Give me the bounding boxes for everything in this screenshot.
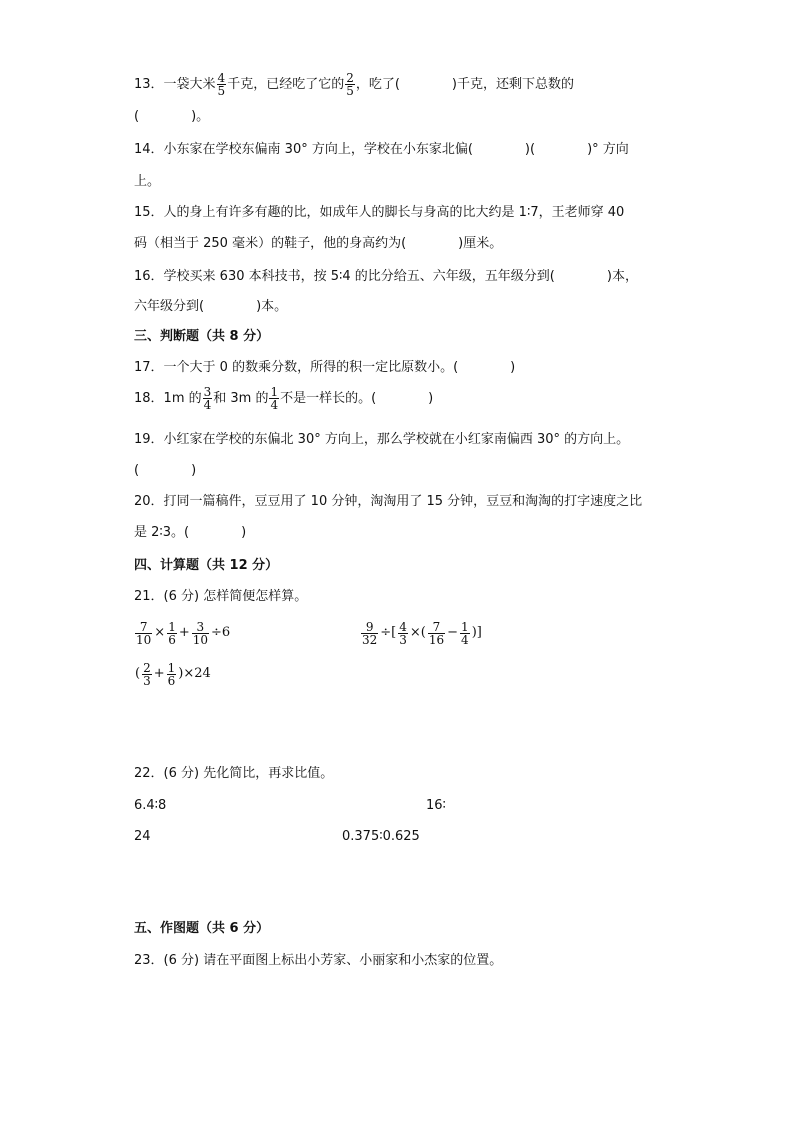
question-19: 19．小红家在学校的东偏北 30° 方向上，那么学校就在小红家南偏西 30° 的方向上。: [134, 432, 630, 447]
question-18: 18．1m 的 $\frac{3}{4}$ 和 3m 的 $\frac{1}{4}$ 不是一样长的。( ): [134, 385, 434, 412]
question-13: 13．一袋大米 $\frac{4}{5}$ 千克，已经吃了它的 $\frac{2}{5}$ ，吃了( )千克，还剩下总数的: [134, 71, 574, 98]
fraction: $\frac{1}{4}$: [270, 385, 279, 412]
question-20: 20．打同一篇稿件，豆豆用了 10 分钟，淘淘用了 15 分钟，豆豆和淘淘的打字速度之比: [134, 494, 643, 509]
expression-3: ( $\frac{2}{3}$ + $\frac{1}{6}$ )×24: [135, 660, 211, 688]
question-20-line2: 是 2∶3。( ): [134, 525, 247, 540]
question-16-line2: 六年级分到( )本。: [134, 299, 288, 314]
question-13-line2: ( )。: [134, 109, 210, 124]
question-14: 14．小东家在学校东偏南 30° 方向上，学校在小东家北偏( )( )° 方向: [134, 142, 629, 157]
ratio-expression-2b: 24: [134, 829, 151, 844]
question-17: 17．一个大于 0 的数乘分数，所得的积一定比原数小。( ): [134, 360, 516, 375]
question-22: 22．(6 分) 先化简比，再求比值。: [134, 766, 334, 781]
ratio-expression-3: 0.375∶0.625: [342, 829, 420, 844]
expression-1: $\frac{7}{10}$ × $\frac{1}{6}$ + $\frac{3}{10}$ ÷6: [136, 619, 231, 647]
section-heading-judgement: 三、判断题（共 8 分）: [134, 329, 270, 344]
ratio-expression-2a: 16∶: [426, 798, 446, 813]
question-23: 23．(6 分) 请在平面图上标出小芳家、小丽家和小杰家的位置。: [134, 953, 503, 968]
expression-2: $\frac{9}{32}$ ÷[ $\frac{4}{3}$ ×( $\frac{7}{16}$ − $\frac{1}{4}$ )]: [362, 619, 482, 647]
section-heading-calculation: 四、计算题（共 12 分）: [134, 558, 279, 573]
question-15-line2: 码（相当于 250 毫米）的鞋子，他的身高约为( )厘米。: [134, 236, 503, 251]
question-16: 16．学校买来 630 本科技书，按 5∶4 的比分给五、六年级，五年级分到( )本，: [134, 269, 638, 284]
question-21: 21．(6 分) 怎样简便怎样算。: [134, 589, 308, 604]
section-heading-drawing: 五、作图题（共 6 分）: [134, 921, 270, 936]
fraction: $\frac{2}{5}$: [346, 71, 354, 98]
ratio-expression-1: 6.4∶8: [134, 798, 167, 813]
question-14-line2: 上。: [134, 174, 161, 189]
question-19-line2: ( ): [134, 463, 197, 478]
fraction: $\frac{3}{4}$: [203, 385, 212, 412]
fraction: $\frac{4}{5}$: [217, 71, 226, 98]
question-15: 15．人的身上有许多有趣的比，如成年人的脚长与身高的比大约是 1∶7，王老师穿 40: [134, 205, 625, 220]
